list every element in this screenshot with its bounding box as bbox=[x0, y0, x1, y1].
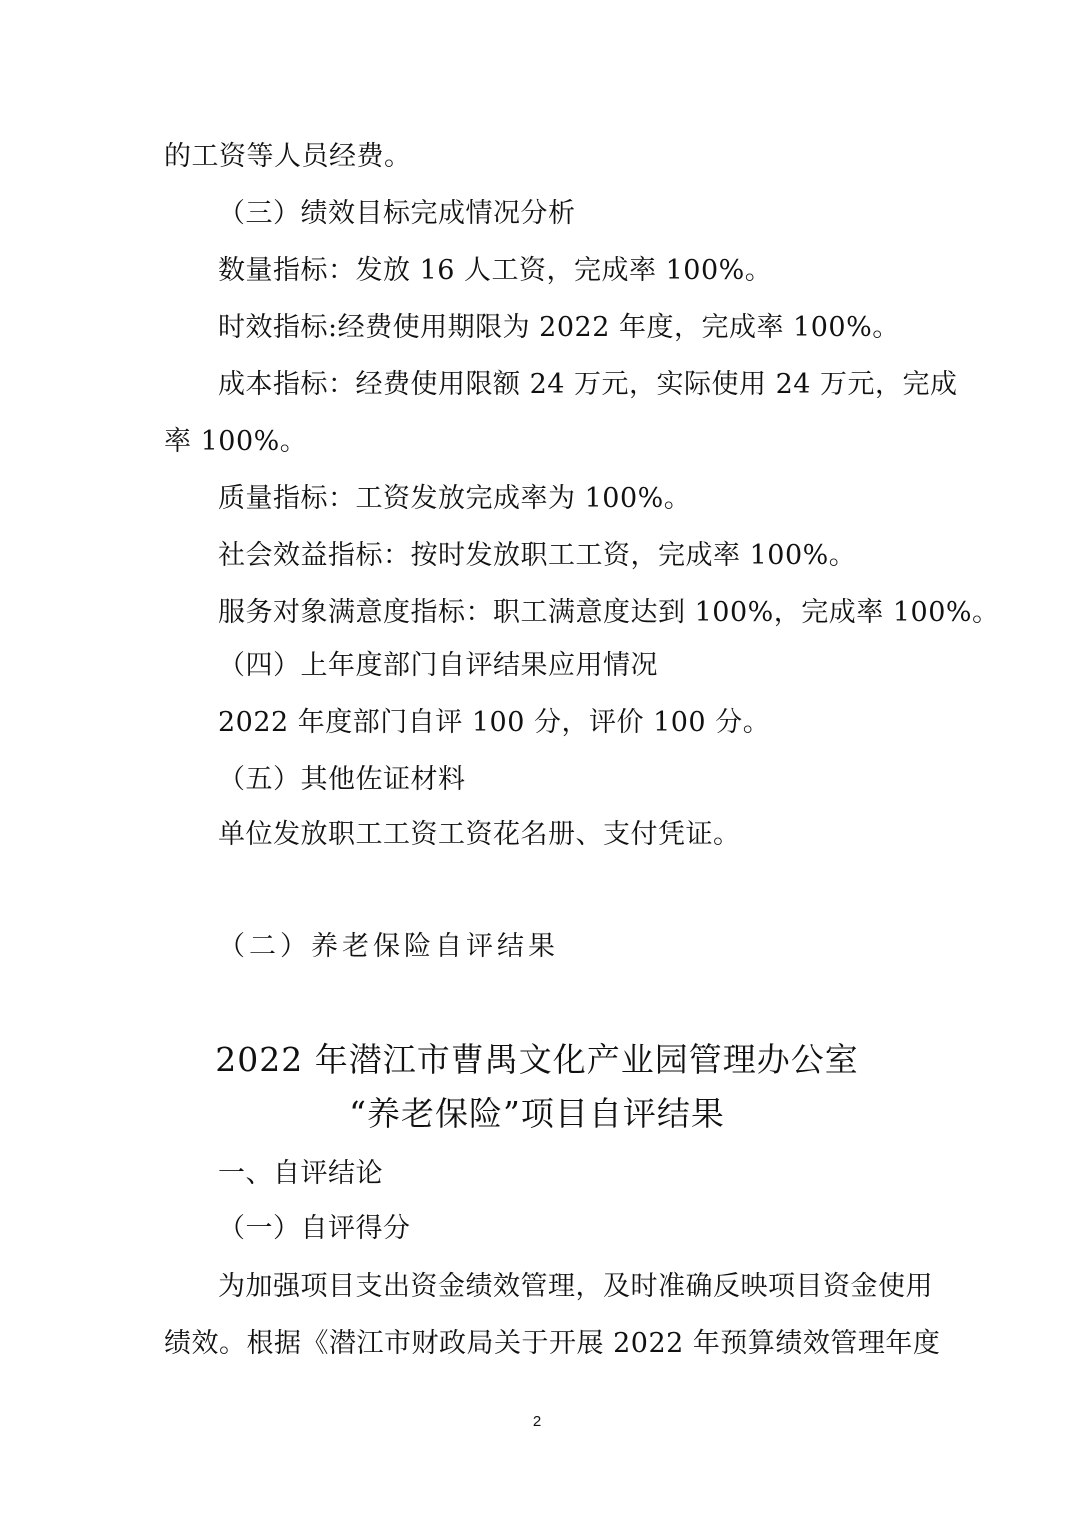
paragraph-line: 数量指标：发放 16 人工资，完成率 100%。 bbox=[218, 255, 773, 286]
paragraph-line: 质量指标：工资发放完成率为 100%。 bbox=[218, 483, 692, 514]
paragraph-line: 成本指标：经费使用限额 24 万元，实际使用 24 万元，完成 bbox=[218, 369, 958, 400]
paragraph-line: 时效指标:经费使用期限为 2022 年度，完成率 100%。 bbox=[218, 312, 900, 343]
subsection-heading: （一）自评得分 bbox=[218, 1213, 411, 1244]
section-heading: 一、自评结论 bbox=[218, 1158, 383, 1189]
paragraph-line: 社会效益指标：按时发放职工工资，完成率 100%。 bbox=[218, 540, 857, 571]
paragraph-line: 率 100%。 bbox=[164, 426, 308, 457]
paragraph-line: 2022 年度部门自评 100 分，评价 100 分。 bbox=[218, 707, 771, 738]
document-title-line2: “养老保险”项目自评结果 bbox=[349, 1094, 725, 1133]
subsection-heading: （三）绩效目标完成情况分析 bbox=[218, 198, 576, 229]
page-number: 2 bbox=[532, 1413, 542, 1430]
section-heading: （二）养老保险自评结果 bbox=[218, 931, 559, 962]
paragraph-line: 的工资等人员经费。 bbox=[164, 141, 412, 172]
subsection-heading: （四）上年度部门自评结果应用情况 bbox=[218, 650, 658, 681]
document-title-line1: 2022 年潜江市曹禺文化产业园管理办公室 bbox=[215, 1040, 859, 1079]
paragraph-line: 服务对象满意度指标：职工满意度达到 100%，完成率 100%。 bbox=[218, 597, 1000, 628]
paragraph-line: 为加强项目支出资金绩效管理，及时准确反映项目资金使用 bbox=[218, 1271, 933, 1302]
subsection-heading: （五）其他佐证材料 bbox=[218, 764, 466, 795]
paragraph-line: 单位发放职工工资工资花名册、支付凭证。 bbox=[218, 819, 741, 850]
paragraph-line: 绩效。根据《潜江市财政局关于开展 2022 年预算绩效管理年度 bbox=[164, 1328, 941, 1359]
